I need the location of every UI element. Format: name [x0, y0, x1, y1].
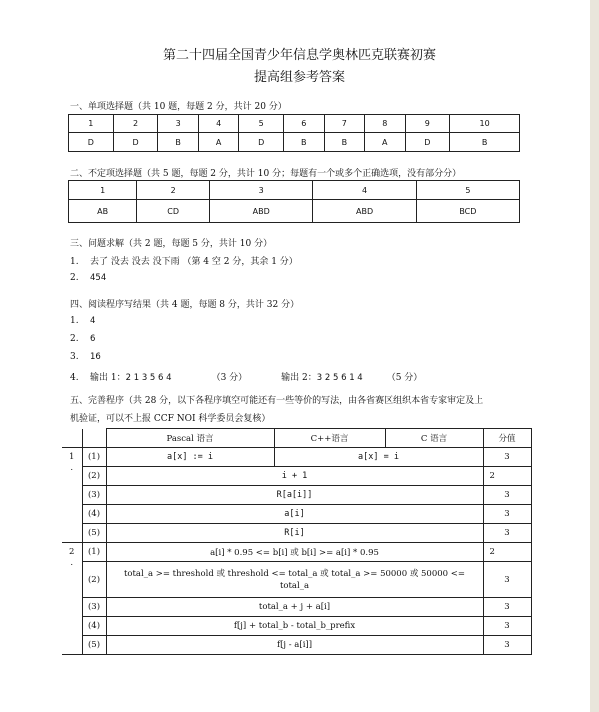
section1-answers-cell: D — [69, 133, 114, 152]
section4-item-3: 3. 16 — [70, 352, 101, 362]
answer-text: a[i] * 0.95 <= b[i] 或 b[i] >= a[i] * 0.95 — [106, 543, 483, 562]
row-index: (3) — [82, 598, 106, 617]
section5-group1 — [62, 448, 531, 543]
section5-row — [62, 467, 531, 486]
section1-answer-row — [69, 133, 520, 152]
section4-heading: 四、阅读程序写结果（共 4 题，每题 8 分，共计 32 分） — [70, 300, 300, 310]
row-index: (5) — [82, 524, 106, 543]
section2-answers-cell: BCD — [416, 200, 519, 223]
section1-answers-cell: B — [450, 133, 520, 152]
section1-number-row — [69, 115, 520, 133]
section1-answers-cell: B — [324, 133, 365, 152]
section5-row — [62, 448, 531, 467]
score-cell: 3 — [483, 486, 531, 505]
page-edge — [590, 0, 599, 712]
column-c: C 语言 — [385, 429, 483, 448]
section2-numbers-cell: 1 — [69, 181, 137, 200]
section5-row — [62, 562, 531, 598]
answer-text: R[i] — [106, 524, 483, 543]
section5-answer-table — [62, 428, 532, 655]
section1-numbers-cell: 9 — [405, 115, 450, 133]
answer-text: total_a + j + a[i] — [106, 598, 483, 617]
score-cell: 2 — [483, 543, 531, 562]
c-cpp-answer: a[x] = i — [274, 448, 483, 467]
answer-text: total_a >= threshold 或 threshold <= total_a 或 total_a >= 50000 或 50000 <= total_a — [106, 562, 483, 598]
row-index: (4) — [82, 617, 106, 636]
section1-answers-cell: D — [405, 133, 450, 152]
section5-row — [62, 524, 531, 543]
section1-numbers-cell: 8 — [365, 115, 405, 133]
section1-numbers-cell: 4 — [198, 115, 238, 133]
section4-item-4: 4. 输出 1：2 1 3 5 6 4 （3 分） 输出 2：3 2 5 6 1 4 （5 分） — [70, 373, 423, 383]
section2-answers-cell: AB — [69, 200, 137, 223]
section3-item-1: 1. 去了 没去 没去 没下雨 （第 4 空 2 分，其余 1 分） — [70, 257, 298, 267]
section1-answers-cell: A — [198, 133, 238, 152]
answer-text: f[j - a[i]] — [106, 636, 483, 655]
section1-numbers-cell: 6 — [284, 115, 325, 133]
pascal-answer: a[x] := i — [106, 448, 274, 467]
score-cell: 3 — [483, 636, 531, 655]
group-label: 2 . — [62, 543, 82, 655]
section1-answer-table — [68, 114, 520, 152]
answer-text: R[a[i]] — [106, 486, 483, 505]
section1-numbers-cell: 3 — [158, 115, 199, 133]
section5-row — [62, 505, 531, 524]
score-cell: 3 — [483, 448, 531, 467]
document-title: 第二十四届全国青少年信息学奥林匹克联赛初赛 — [162, 48, 436, 63]
section1-answers-cell: D — [113, 133, 158, 152]
column-cpp: C++语言 — [274, 429, 385, 448]
group-label: 1 . — [62, 448, 82, 543]
section4-item-2: 2. 6 — [70, 334, 96, 344]
section1-heading: 一、单项选择题（共 10 题，每题 2 分，共计 20 分） — [70, 102, 287, 112]
row-index: (5) — [82, 636, 106, 655]
section5-row — [62, 617, 531, 636]
section3-item-2: 2. 454 — [70, 273, 107, 283]
section5-row — [62, 543, 531, 562]
row-index: (1) — [82, 448, 106, 467]
row-index: (4) — [82, 505, 106, 524]
section5-row — [62, 636, 531, 655]
section2-numbers-cell: 3 — [209, 181, 312, 200]
section1-numbers-cell: 1 — [69, 115, 114, 133]
score-cell: 2 — [483, 467, 531, 486]
section2-answer-table — [68, 180, 520, 223]
section2-numbers-cell: 5 — [416, 181, 519, 200]
answer-text: i + 1 — [106, 467, 483, 486]
section2-answers-cell: ABD — [209, 200, 312, 223]
section2-numbers-cell: 2 — [137, 181, 210, 200]
section1-answers-cell: B — [284, 133, 325, 152]
answer-text: f[j] + total_b - total_b_prefix — [106, 617, 483, 636]
section2-number-row — [69, 181, 520, 200]
section5-header-row — [62, 429, 531, 448]
section2-answer-row — [69, 200, 520, 223]
section2-answers-cell: ABD — [313, 200, 416, 223]
column-score: 分值 — [483, 429, 531, 448]
row-index: (2) — [82, 467, 106, 486]
section4-item-1: 1. 4 — [70, 316, 96, 326]
section1-answers-cell: D — [239, 133, 284, 152]
section5-row — [62, 598, 531, 617]
section1-numbers-cell: 7 — [324, 115, 365, 133]
row-index: (3) — [82, 486, 106, 505]
answer-text: a[i] — [106, 505, 483, 524]
document-subtitle: 提高组参考答案 — [253, 70, 345, 85]
section5-row — [62, 486, 531, 505]
score-cell: 3 — [483, 524, 531, 543]
section1-numbers-cell: 5 — [239, 115, 284, 133]
section5-heading-line2: 机验证，可以不上报 CCF NOI 科学委员会复核） — [70, 414, 271, 424]
row-index: (1) — [82, 543, 106, 562]
score-cell: 3 — [483, 598, 531, 617]
section1-numbers-cell: 2 — [113, 115, 158, 133]
section2-heading: 二、不定项选择题（共 5 题，每题 2 分，共计 10 分；每题有一个或多个正确选项，没有部分分） — [70, 169, 462, 179]
section1-answers-cell: B — [158, 133, 199, 152]
column-pascal: Pascal 语言 — [106, 429, 274, 448]
section5-group2 — [62, 543, 531, 655]
section1-answers-cell: A — [365, 133, 405, 152]
score-cell: 3 — [483, 617, 531, 636]
score-cell: 3 — [483, 505, 531, 524]
section2-answers-cell: CD — [137, 200, 210, 223]
section3-heading: 三、问题求解（共 2 题，每题 5 分，共计 10 分） — [70, 239, 273, 249]
score-cell: 3 — [483, 562, 531, 598]
section1-numbers-cell: 10 — [450, 115, 520, 133]
section2-numbers-cell: 4 — [313, 181, 416, 200]
row-index: (2) — [82, 562, 106, 598]
section5-heading-line1: 五、完善程序（共 28 分，以下各程序填空可能还有一些等价的写法，由各省赛区组织本省专家审定及上 — [70, 396, 484, 406]
